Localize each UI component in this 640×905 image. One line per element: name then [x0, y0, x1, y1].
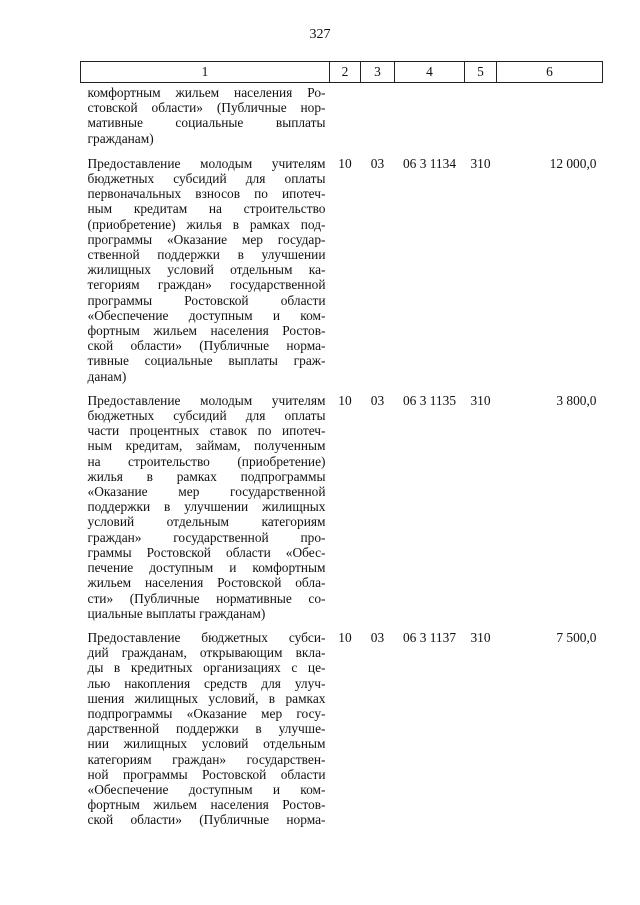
- description-line: шения жилищных условий, в рамках: [87, 690, 326, 706]
- description-line: фортным жильем населения Ростов-: [87, 323, 326, 339]
- description-line: «Обеспечение доступным и ком-: [87, 307, 326, 323]
- column-header-6: 6: [497, 62, 603, 83]
- table-row: [81, 630, 603, 837]
- column-header-5: 5: [465, 62, 497, 83]
- description-line: дий гражданам, открывающим вкла-: [87, 645, 326, 661]
- description-line: комфортным жильем населения Ро-: [87, 85, 326, 100]
- description-line: дарственной поддержки в улучше-: [87, 721, 326, 737]
- description-line: данам): [87, 368, 127, 384]
- description-line: ным кредитам на строительство: [87, 201, 326, 217]
- description-line: ной программы Ростовской области: [87, 766, 326, 782]
- description-line: подпрограммы «Оказание мер госу-: [87, 705, 326, 721]
- subsection-code: 03: [370, 629, 385, 645]
- description-line: печение доступным и комфортным: [87, 560, 326, 576]
- table-header-row: [81, 62, 603, 83]
- column-header-3: 3: [361, 62, 395, 83]
- description-line: ды в кредитных организациях с це-: [87, 660, 326, 676]
- description-line: категориям граждан» государствен-: [87, 751, 326, 767]
- description-line: фортным жильем населения Ростов-: [87, 797, 326, 813]
- description-line: мативные социальные выплаты: [87, 115, 326, 131]
- subsection-code: 03: [370, 392, 385, 408]
- description-line: стовской области» (Публичные нор-: [87, 100, 326, 116]
- description-line: условий отдельным категориям: [87, 514, 326, 530]
- description-line: Предоставление бюджетных субси-: [87, 629, 326, 645]
- target-article-code: 06 3 1137: [402, 629, 457, 645]
- budget-allocation-table: [80, 61, 603, 837]
- description-line: «Обеспечение доступным и ком-: [87, 781, 326, 797]
- row-description: [81, 156, 330, 393]
- expense-type-code: 310: [470, 155, 491, 171]
- description-line: бюджетных субсидий для оплаты: [87, 171, 326, 187]
- amount-value: 3 800,0: [556, 392, 597, 408]
- page-number: 327: [309, 27, 331, 42]
- section-code: 10: [338, 629, 352, 645]
- description-line: жилья в рамках подпрограммы: [87, 468, 326, 484]
- description-line: «Оказание мер государственной: [87, 484, 326, 500]
- column-header-1: 1: [81, 62, 330, 83]
- description-line: жилищных условий отдельным ка-: [87, 262, 326, 278]
- target-article-code: 06 3 1135: [402, 392, 457, 408]
- description-line: Предоставление молодым учителям: [87, 155, 326, 171]
- row-description: [81, 83, 330, 156]
- row-description: [81, 393, 330, 630]
- expense-type-code: 310: [470, 392, 491, 408]
- section-code: 10: [338, 392, 352, 408]
- description-line: программы «Оказание мер государ-: [87, 231, 326, 247]
- subsection-code: 03: [370, 155, 385, 171]
- column-header-4: 4: [395, 62, 465, 83]
- description-line: программы Ростовской области: [87, 292, 326, 308]
- description-line: поддержки в улучшении жилищных: [87, 499, 326, 515]
- description-line: гражданам): [87, 130, 154, 146]
- description-line: ственной поддержки в улучшении: [87, 247, 326, 263]
- description-line: первоначальных взносов по ипотеч-: [87, 186, 326, 202]
- description-line: ным кредитам, займам, полученным: [87, 438, 326, 454]
- row-description: [81, 630, 330, 837]
- description-line: бюджетных субсидий для оплаты: [87, 408, 326, 424]
- description-line: части процентных ставок по ипотеч-: [87, 423, 326, 439]
- table-row: [81, 393, 603, 630]
- target-article-code: 06 3 1134: [402, 155, 457, 171]
- description-line: сти» (Публичные нормативные со-: [87, 590, 326, 606]
- description-line: тивные социальные выплаты граж-: [87, 353, 326, 369]
- description-line: жильем населения Ростовской обла-: [87, 575, 326, 591]
- description-line: на строительство (приобретение): [87, 453, 326, 469]
- column-header-2: 2: [330, 62, 361, 83]
- description-line: граммы Ростовской области «Обес-: [87, 544, 326, 560]
- section-code: 10: [338, 155, 352, 171]
- table-row-continuation: [81, 83, 603, 156]
- table-row: [81, 156, 603, 393]
- amount-value: 12 000,0: [549, 155, 597, 171]
- description-line: нии жилищных условий отдельным: [87, 736, 326, 752]
- description-line: тегориям граждан» государственной: [87, 277, 326, 293]
- amount-value: 7 500,0: [556, 629, 597, 645]
- description-line: лью накопления средств для улуч-: [87, 675, 326, 691]
- description-line: ской области» (Публичные норма-: [87, 812, 326, 828]
- description-line: Предоставление молодым учителям: [87, 392, 326, 408]
- description-line: (приобретение) жилья в рамках под-: [87, 216, 326, 232]
- expense-type-code: 310: [470, 629, 491, 645]
- description-line: ской области» (Публичные норма-: [87, 338, 326, 354]
- description-line: циальные выплаты гражданам): [87, 605, 266, 621]
- description-line: граждан» государственной про-: [87, 529, 326, 545]
